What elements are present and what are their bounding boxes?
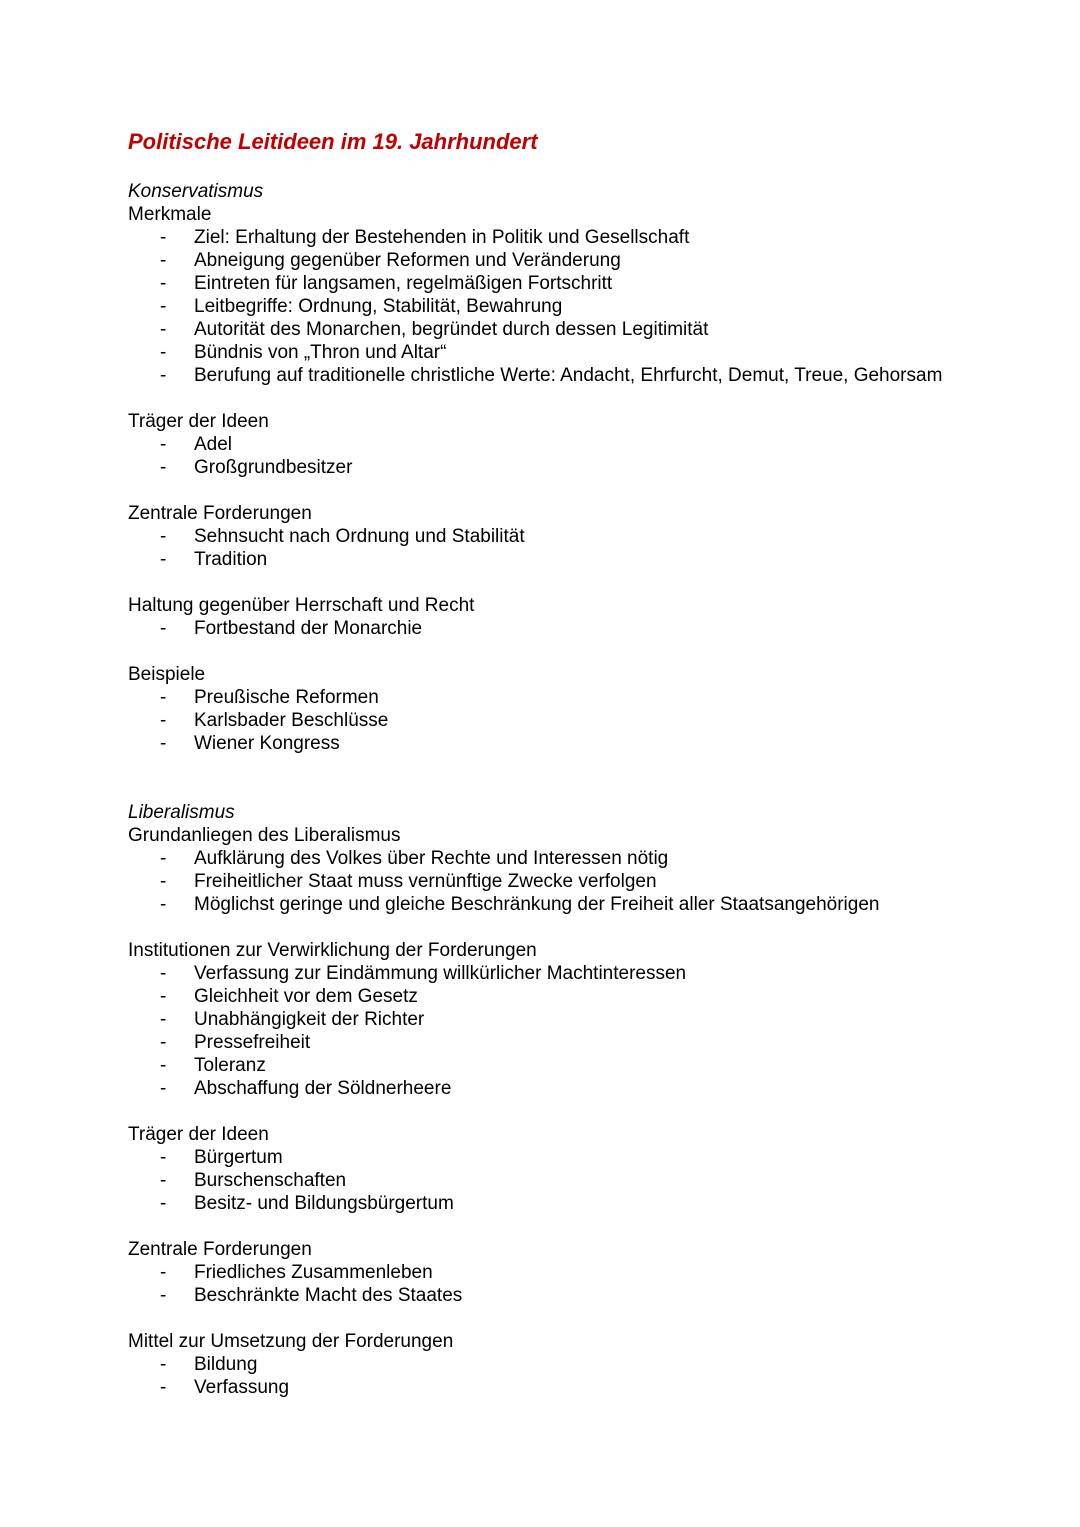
list-item-text: Verfassung zur Eindämmung willkürlicher Machtinteressen xyxy=(194,963,687,984)
list-item xyxy=(128,226,988,249)
group xyxy=(128,1330,988,1399)
group xyxy=(128,410,988,479)
list-item xyxy=(128,1031,988,1054)
group-heading: Grundanliegen des Liberalismus xyxy=(128,825,401,846)
dash-bullet-icon: - xyxy=(160,1377,167,1398)
bullet-list xyxy=(128,1353,988,1399)
section-spacer xyxy=(128,778,988,801)
list-item-text: Beschränkte Macht des Staates xyxy=(194,1285,463,1306)
list-item xyxy=(128,709,988,732)
group-heading: Mittel zur Umsetzung der Forderungen xyxy=(128,1331,454,1352)
list-item-text: Eintreten für langsamen, regelmäßigen Fortschritt xyxy=(194,273,613,294)
dash-bullet-icon: - xyxy=(160,227,167,248)
list-item-text: Aufklärung des Volkes über Rechte und Interessen nötig xyxy=(194,848,669,869)
list-item xyxy=(128,548,988,571)
dash-bullet-icon: - xyxy=(160,319,167,340)
document-title: Politische Leitideen im 19. Jahrhundert xyxy=(128,129,538,154)
dash-bullet-icon: - xyxy=(160,273,167,294)
list-item xyxy=(128,1376,988,1399)
list-item-text: Unabhängigkeit der Richter xyxy=(194,1009,425,1030)
bullet-list xyxy=(128,433,988,479)
list-item xyxy=(128,1146,988,1169)
list-item-text: Wiener Kongress xyxy=(194,733,340,754)
dash-bullet-icon: - xyxy=(160,1193,167,1214)
dash-bullet-icon: - xyxy=(160,1147,167,1168)
group-heading: Zentrale Forderungen xyxy=(128,503,312,524)
group xyxy=(128,1123,988,1215)
group-heading: Träger der Ideen xyxy=(128,411,269,432)
dash-bullet-icon: - xyxy=(160,434,167,455)
list-item xyxy=(128,364,988,387)
bullet-list xyxy=(128,226,988,387)
dash-bullet-icon: - xyxy=(160,296,167,317)
group-heading: Merkmale xyxy=(128,204,212,225)
list-item-text: Möglichst geringe und gleiche Beschränkung der Freiheit aller Staatsangehörigen xyxy=(194,894,880,915)
dash-bullet-icon: - xyxy=(160,1032,167,1053)
dash-bullet-icon: - xyxy=(160,1055,167,1076)
list-item-text: Abschaffung der Söldnerheere xyxy=(194,1078,452,1099)
bullet-list xyxy=(128,1261,988,1307)
list-item-text: Leitbegriffe: Ordnung, Stabilität, Bewahrung xyxy=(194,296,563,317)
list-item-text: Sehnsucht nach Ordnung und Stabilität xyxy=(194,526,525,547)
dash-bullet-icon: - xyxy=(160,1078,167,1099)
dash-bullet-icon: - xyxy=(160,549,167,570)
list-item-text: Pressefreiheit xyxy=(194,1032,311,1053)
dash-bullet-icon: - xyxy=(160,1170,167,1191)
list-item-text: Großgrundbesitzer xyxy=(194,457,353,478)
list-item-text: Bürgertum xyxy=(194,1147,283,1168)
group xyxy=(128,1238,988,1307)
group-heading: Zentrale Forderungen xyxy=(128,1239,312,1260)
list-item xyxy=(128,272,988,295)
dash-bullet-icon: - xyxy=(160,250,167,271)
list-item xyxy=(128,732,988,755)
list-item xyxy=(128,1054,988,1077)
dash-bullet-icon: - xyxy=(160,710,167,731)
list-item xyxy=(128,341,988,364)
list-item xyxy=(128,1192,988,1215)
bullet-list xyxy=(128,617,988,640)
list-item-text: Bildung xyxy=(194,1354,258,1375)
bullet-list xyxy=(128,962,988,1100)
group xyxy=(128,203,988,387)
group xyxy=(128,663,988,755)
list-item xyxy=(128,1261,988,1284)
list-item xyxy=(128,318,988,341)
list-item-text: Abneigung gegenüber Reformen und Veränderung xyxy=(194,250,621,271)
list-item xyxy=(128,249,988,272)
group-heading: Träger der Ideen xyxy=(128,1124,269,1145)
section-title: Konservatismus xyxy=(128,181,264,202)
group xyxy=(128,594,988,640)
list-item-text: Freiheitlicher Staat muss vernünftige Zwecke verfolgen xyxy=(194,871,657,892)
dash-bullet-icon: - xyxy=(160,894,167,915)
group-heading: Institutionen zur Verwirklichung der Forderungen xyxy=(128,940,537,961)
bullet-list xyxy=(128,847,988,916)
group xyxy=(128,502,988,571)
dash-bullet-icon: - xyxy=(160,1009,167,1030)
list-item xyxy=(128,456,988,479)
list-item-text: Verfassung xyxy=(194,1377,290,1398)
list-item xyxy=(128,686,988,709)
bullet-list xyxy=(128,525,988,571)
list-item-text: Bündnis von „Thron und Altar“ xyxy=(194,342,447,363)
section-liberalismus xyxy=(128,801,988,1399)
list-item xyxy=(128,1353,988,1376)
list-item-text: Gleichheit vor dem Gesetz xyxy=(194,986,418,1007)
dash-bullet-icon: - xyxy=(160,848,167,869)
list-item xyxy=(128,1077,988,1100)
list-item-text: Burschenschaften xyxy=(194,1170,347,1191)
list-item-text: Autorität des Monarchen, begründet durch dessen Legitimität xyxy=(194,319,709,340)
list-item-text: Berufung auf traditionelle christliche Werte: Andacht, Ehrfurcht, Demut, Treue, Gehorsam xyxy=(194,365,943,386)
dash-bullet-icon: - xyxy=(160,1285,167,1306)
bullet-list xyxy=(128,686,988,755)
list-item xyxy=(128,847,988,870)
list-item xyxy=(128,893,988,916)
dash-bullet-icon: - xyxy=(160,526,167,547)
list-item-text: Adel xyxy=(194,434,233,455)
section-title: Liberalismus xyxy=(128,802,235,823)
dash-bullet-icon: - xyxy=(160,963,167,984)
list-item xyxy=(128,1008,988,1031)
list-item-text: Toleranz xyxy=(194,1055,266,1076)
list-item-text: Tradition xyxy=(194,549,268,570)
list-item xyxy=(128,985,988,1008)
dash-bullet-icon: - xyxy=(160,1354,167,1375)
sections-container xyxy=(128,180,988,1399)
group xyxy=(128,939,988,1100)
list-item xyxy=(128,1284,988,1307)
list-item-text: Preußische Reformen xyxy=(194,687,379,708)
list-item-text: Karlsbader Beschlüsse xyxy=(194,710,389,731)
list-item-text: Fortbestand der Monarchie xyxy=(194,618,423,639)
list-item-text: Friedliches Zusammenleben xyxy=(194,1262,433,1283)
bullet-list xyxy=(128,1146,988,1215)
dash-bullet-icon: - xyxy=(160,342,167,363)
list-item-text: Ziel: Erhaltung der Bestehenden in Politik und Gesellschaft xyxy=(194,227,690,248)
list-item xyxy=(128,870,988,893)
document-page xyxy=(128,128,988,1422)
list-item xyxy=(128,295,988,318)
list-item xyxy=(128,525,988,548)
dash-bullet-icon: - xyxy=(160,871,167,892)
list-item-text: Besitz- und Bildungsbürgertum xyxy=(194,1193,454,1214)
list-item xyxy=(128,1169,988,1192)
group-heading: Beispiele xyxy=(128,664,206,685)
dash-bullet-icon: - xyxy=(160,986,167,1007)
dash-bullet-icon: - xyxy=(160,687,167,708)
section-konservatismus xyxy=(128,180,988,755)
dash-bullet-icon: - xyxy=(160,733,167,754)
list-item xyxy=(128,433,988,456)
list-item xyxy=(128,617,988,640)
list-item xyxy=(128,962,988,985)
group xyxy=(128,824,988,916)
group-heading: Haltung gegenüber Herrschaft und Recht xyxy=(128,595,475,616)
dash-bullet-icon: - xyxy=(160,618,167,639)
dash-bullet-icon: - xyxy=(160,1262,167,1283)
dash-bullet-icon: - xyxy=(160,457,167,478)
dash-bullet-icon: - xyxy=(160,365,167,386)
